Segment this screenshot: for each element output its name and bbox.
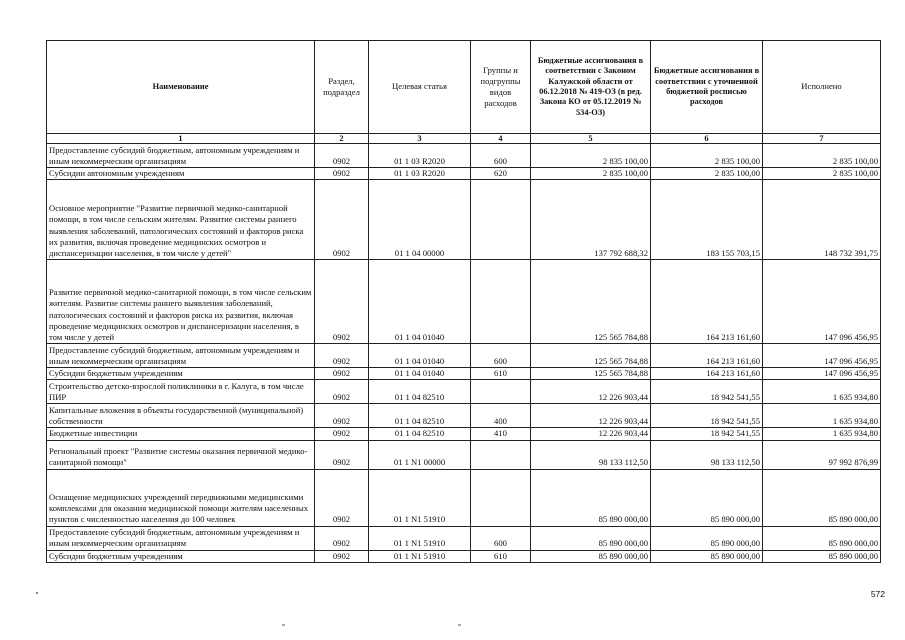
table-row <box>47 144 881 168</box>
row-budget-law: 137 792 688,32 <box>531 180 651 260</box>
col-number: 7 <box>763 134 881 144</box>
row-article: 01 1 04 82510 <box>369 404 471 428</box>
row-budget-law: 125 565 784,88 <box>531 368 651 380</box>
row-article: 01 1 N1 00000 <box>369 440 471 469</box>
row-budget-law: 125 565 784,88 <box>531 260 651 344</box>
row-group: 620 <box>471 168 531 180</box>
header-budget-law: Бюджетные ассигнования в соответствии с Законом Калужской области от 06.12.2018 № 419-ОЗ (в ред. Закона КО от 05.12.2019 № 534-ОЗ) <box>531 41 651 134</box>
row-budget-refined: 183 155 703,15 <box>651 180 763 260</box>
row-section: 0902 <box>315 344 369 368</box>
page-number: 572 <box>870 589 885 599</box>
row-executed: 148 732 391,75 <box>763 180 881 260</box>
row-name: Капитальные вложения в объекты государственной (муниципальной) собственности <box>47 404 315 428</box>
row-group: 410 <box>471 428 531 440</box>
row-article: 01 1 04 82510 <box>369 380 471 404</box>
scan-speck <box>458 624 461 626</box>
row-group <box>471 180 531 260</box>
row-article: 01 1 04 00000 <box>369 180 471 260</box>
row-name: Развитие первичной медико-санитарной помощи, в том числе сельским жителям. Развитие системы раннего выявления заболеваний, патологических состояний и факторов риска их развития, включая проведение медицинских осмотров и диспансеризации населения, в том числе у детей <box>47 260 315 344</box>
scan-speck <box>36 592 38 594</box>
header-article: Целевая статья <box>369 41 471 134</box>
row-budget-law: 85 890 000,00 <box>531 550 651 562</box>
row-section: 0902 <box>315 428 369 440</box>
row-name: Бюджетные инвестиции <box>47 428 315 440</box>
row-budget-law: 85 890 000,00 <box>531 526 651 550</box>
table-header-row <box>47 41 881 134</box>
row-executed: 1 635 934,80 <box>763 404 881 428</box>
row-section: 0902 <box>315 469 369 526</box>
row-name: Строительство детско-взрослой поликлиники в г. Калуга, в том числе ПИР <box>47 380 315 404</box>
row-section: 0902 <box>315 526 369 550</box>
row-executed: 85 890 000,00 <box>763 469 881 526</box>
row-executed: 85 890 000,00 <box>763 526 881 550</box>
header-name: Наименование <box>47 41 315 134</box>
table-row <box>47 260 881 344</box>
row-name: Предоставление субсидий бюджетным, автономным учреждениям и иным некоммерческим организациям <box>47 344 315 368</box>
row-executed: 2 835 100,00 <box>763 168 881 180</box>
col-number: 2 <box>315 134 369 144</box>
row-section: 0902 <box>315 168 369 180</box>
scan-speck <box>282 624 285 626</box>
row-budget-law: 12 226 903,44 <box>531 404 651 428</box>
table-row <box>47 180 881 260</box>
row-group <box>471 440 531 469</box>
header-groups: Группы и подгруппы видов расходов <box>471 41 531 134</box>
row-budget-law: 12 226 903,44 <box>531 380 651 404</box>
row-budget-refined: 2 835 100,00 <box>651 168 763 180</box>
budget-table-sheet <box>46 40 880 563</box>
row-article: 01 1 N1 51910 <box>369 469 471 526</box>
table-row <box>47 550 881 562</box>
row-article: 01 1 N1 51910 <box>369 550 471 562</box>
table-row <box>47 344 881 368</box>
row-budget-refined: 85 890 000,00 <box>651 550 763 562</box>
row-article: 01 1 03 R2020 <box>369 144 471 168</box>
table-row <box>47 404 881 428</box>
row-section: 0902 <box>315 440 369 469</box>
row-group: 610 <box>471 368 531 380</box>
row-article: 01 1 04 01040 <box>369 344 471 368</box>
row-budget-refined: 18 942 541,55 <box>651 380 763 404</box>
row-section: 0902 <box>315 380 369 404</box>
row-budget-refined: 18 942 541,55 <box>651 428 763 440</box>
row-article: 01 1 04 01040 <box>369 260 471 344</box>
row-name: Предоставление субсидий бюджетным, автономным учреждениям и иным некоммерческим организациям <box>47 526 315 550</box>
header-executed: Исполнено <box>763 41 881 134</box>
row-name: Региональный проект "Развитие системы оказания первичной медико-санитарной помощи" <box>47 440 315 469</box>
row-section: 0902 <box>315 180 369 260</box>
row-group <box>471 380 531 404</box>
row-budget-law: 98 133 112,50 <box>531 440 651 469</box>
row-name: Предоставление субсидий бюджетным, автономным учреждениям и иным некоммерческим организациям <box>47 144 315 168</box>
row-group <box>471 260 531 344</box>
col-number: 6 <box>651 134 763 144</box>
column-number-row <box>47 134 881 144</box>
row-budget-refined: 85 890 000,00 <box>651 469 763 526</box>
row-group: 600 <box>471 144 531 168</box>
row-budget-refined: 164 213 161,60 <box>651 260 763 344</box>
row-group <box>471 469 531 526</box>
row-group: 600 <box>471 344 531 368</box>
col-number: 5 <box>531 134 651 144</box>
row-budget-refined: 164 213 161,60 <box>651 368 763 380</box>
row-budget-refined: 164 213 161,60 <box>651 344 763 368</box>
row-executed: 147 096 456,95 <box>763 260 881 344</box>
table-row <box>47 380 881 404</box>
budget-table <box>46 40 881 563</box>
row-name: Субсидии бюджетным учреждениям <box>47 550 315 562</box>
row-executed: 85 890 000,00 <box>763 550 881 562</box>
row-budget-refined: 85 890 000,00 <box>651 526 763 550</box>
header-section: Раздел, подраздел <box>315 41 369 134</box>
row-group: 610 <box>471 550 531 562</box>
row-article: 01 1 04 01040 <box>369 368 471 380</box>
row-budget-law: 2 835 100,00 <box>531 144 651 168</box>
row-budget-law: 12 226 903,44 <box>531 428 651 440</box>
table-row <box>47 168 881 180</box>
row-budget-law: 2 835 100,00 <box>531 168 651 180</box>
row-executed: 97 992 876,99 <box>763 440 881 469</box>
row-section: 0902 <box>315 404 369 428</box>
row-budget-refined: 2 835 100,00 <box>651 144 763 168</box>
row-section: 0902 <box>315 550 369 562</box>
table-row <box>47 428 881 440</box>
row-budget-refined: 18 942 541,55 <box>651 404 763 428</box>
row-article: 01 1 04 82510 <box>369 428 471 440</box>
table-row <box>47 440 881 469</box>
table-row <box>47 469 881 526</box>
row-article: 01 1 03 R2020 <box>369 168 471 180</box>
row-budget-refined: 98 133 112,50 <box>651 440 763 469</box>
row-name: Основное мероприятие "Развитие первичной медико-санитарной помощи, в том числе сельским жителям. Развитие системы раннего выявления заболеваний, патологических состояний и факторов риска их развития, включая проведение медицинских осмотров и диспансеризации населения, в том числе у детей" <box>47 180 315 260</box>
row-executed: 2 835 100,00 <box>763 144 881 168</box>
row-executed: 1 635 934,80 <box>763 428 881 440</box>
row-group: 600 <box>471 526 531 550</box>
col-number: 1 <box>47 134 315 144</box>
row-executed: 1 635 934,80 <box>763 380 881 404</box>
col-number: 4 <box>471 134 531 144</box>
row-section: 0902 <box>315 144 369 168</box>
row-group: 400 <box>471 404 531 428</box>
row-budget-law: 85 890 000,00 <box>531 469 651 526</box>
row-budget-law: 125 565 784,88 <box>531 344 651 368</box>
table-row <box>47 526 881 550</box>
row-executed: 147 096 456,95 <box>763 368 881 380</box>
row-section: 0902 <box>315 260 369 344</box>
row-name: Оснащение медицинских учреждений передвижными медицинскими комплексами для оказания медицинской помощи жителям населенных пунктов с численностью населения до 100 человек <box>47 469 315 526</box>
row-section: 0902 <box>315 368 369 380</box>
col-number: 3 <box>369 134 471 144</box>
header-budget-refined: Бюджетные ассигнования в соответствии с уточненной бюджетной росписью расходов <box>651 41 763 134</box>
table-row <box>47 368 881 380</box>
row-article: 01 1 N1 51910 <box>369 526 471 550</box>
row-executed: 147 096 456,95 <box>763 344 881 368</box>
row-name: Субсидии бюджетным учреждениям <box>47 368 315 380</box>
row-name: Субсидии автономным учреждениям <box>47 168 315 180</box>
